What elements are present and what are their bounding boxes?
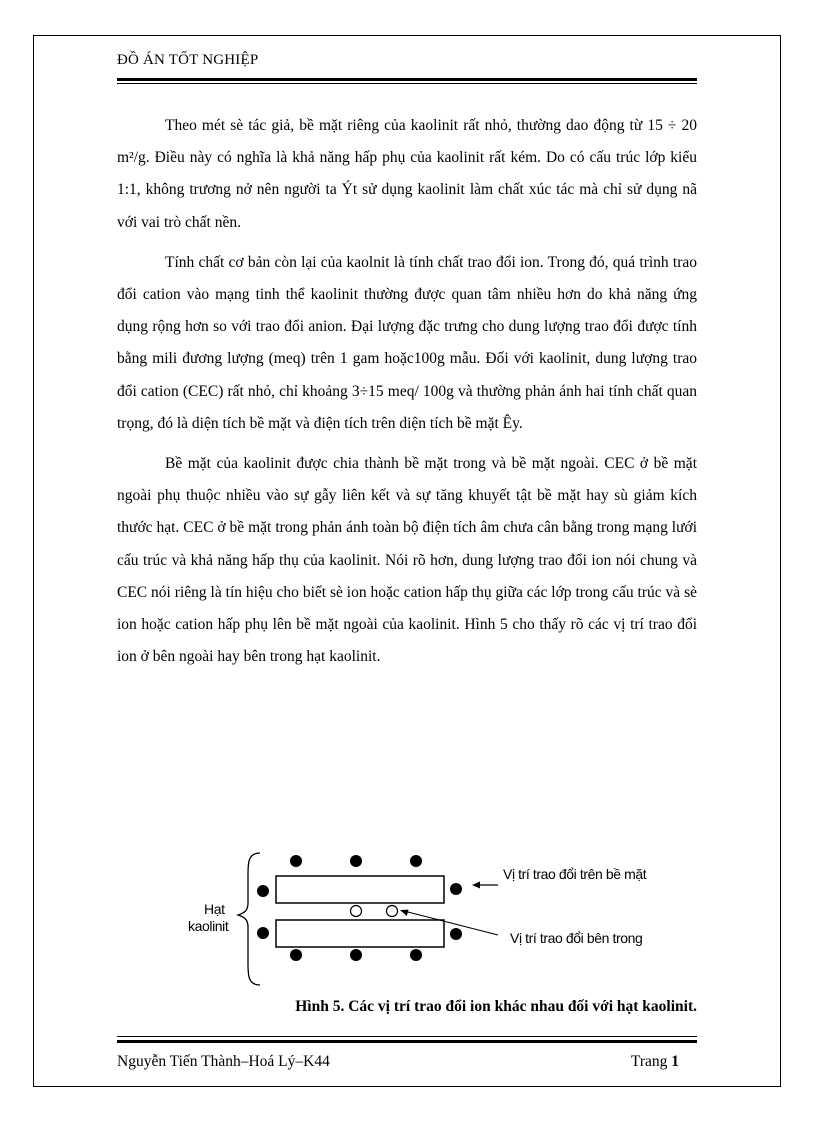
particle-label-line2: kaolinit bbox=[188, 918, 229, 934]
figure-kaolinit-exchange-sites bbox=[180, 845, 700, 995]
figure-caption: Hình 5. Các vị trí trao đổi ion khác nhau đối với hạt kaolinit. bbox=[295, 998, 697, 1015]
header-title: ĐỒ ÁN TỐT NGHIỆP bbox=[117, 52, 259, 68]
footer-rule-thin bbox=[117, 1036, 697, 1037]
header-rule-thin bbox=[117, 83, 697, 84]
inner-site-circle bbox=[387, 906, 398, 917]
upper-layer bbox=[276, 876, 444, 903]
lower-layer bbox=[276, 920, 444, 947]
surface-site-dot bbox=[350, 949, 362, 961]
surface-site-dot bbox=[450, 928, 462, 940]
footer-rule-thick bbox=[117, 1040, 697, 1043]
surface-site-dot bbox=[350, 855, 362, 867]
surface-site-dot bbox=[257, 885, 269, 897]
footer-author: Nguyễn Tiến Thành–Hoá Lý–K44 bbox=[117, 1053, 330, 1070]
page-number: 1 bbox=[671, 1053, 679, 1070]
paragraph-1: Theo mét sè tác giả, bề mặt riêng của kaolinit rất nhỏ, thường dao động từ 15 ÷ 20 m²/g. Điều này có nghĩa là khả năng hấp phụ của kaolinit rất kém. Do có cấu trúc lớp kiểu 1:1, không trương nở nên người ta Ýt sử dụng kaolinit làm chất xúc tác mà chỉ sử dụng nã với vai trò chất nền. bbox=[117, 117, 697, 231]
surface-site-dot bbox=[257, 927, 269, 939]
inner-site-label: Vị trí trao đổi bên trong bbox=[510, 930, 643, 946]
surface-site-dot bbox=[410, 855, 422, 867]
surface-site-dot bbox=[450, 883, 462, 895]
surface-site-dot bbox=[290, 949, 302, 961]
body-text bbox=[117, 110, 697, 681]
header-rule-thick bbox=[117, 78, 697, 81]
surface-site-dot bbox=[410, 949, 422, 961]
paragraph-2: Tính chất cơ bản còn lại của kaolnit là tính chất trao đổi ion. Trong đó, quá trình trao đổi cation vào mạng tinh thể kaolinit thường được quan tâm nhiều hơn do khả năng ứng dụng rộng hơn so với trao đổi anion. Đại lượng đặc trưng cho dung lượng trao đổi được tính bằng mili đương lượng (meq) trên 1 gam hoặc100g mẫu. Đối với kaolinit, dung lượng trao đổi cation (CEC) rất nhỏ, chỉ khoảng 3÷15 meq/ 100g và thường phản ánh hai tính chất quan trọng, đó là diện tích bề mặt và điện tích trên diện tích bề mặt Êy. bbox=[117, 253, 697, 432]
inner-arrow-head bbox=[400, 910, 409, 916]
paragraph-3: Bề mặt của kaolinit được chia thành bề mặt trong và bề mặt ngoài. CEC ở bề mặt ngoài phụ thuộc nhiều vào sự gẫy liên kết và sự tăng khuyết tật bề mặt hay sù giảm kích thước hạt. CEC ở bề mặt trong phản ánh toàn bộ điện tích âm chưa cân bằng trong mạng lưới cấu trúc và khả năng hấp thụ của kaolinit. Nói rõ hơn, dung lượng trao đổi ion nói chung và CEC nói riêng là tín hiệu cho biết sè ion hoặc cation hấp thụ giữa các lớp trong cấu trúc và sè ion hoặc cation hấp phụ lên bề mặt ngoài của kaolinit. Hình 5 cho thấy rõ các vị trí trao đổi ion ở bên ngoài hay bên trong hạt kaolinit. bbox=[117, 455, 697, 666]
surface-arrow-head bbox=[472, 882, 480, 889]
brace bbox=[238, 853, 260, 985]
surface-site-label: Vị trí trao đổi trên bề mặt bbox=[503, 866, 647, 882]
surface-site-dot bbox=[290, 855, 302, 867]
particle-label-line1: Hạt bbox=[204, 901, 225, 917]
inner-site-circle bbox=[351, 906, 362, 917]
footer-page bbox=[631, 1053, 679, 1071]
page-label: Trang bbox=[630, 1053, 672, 1070]
